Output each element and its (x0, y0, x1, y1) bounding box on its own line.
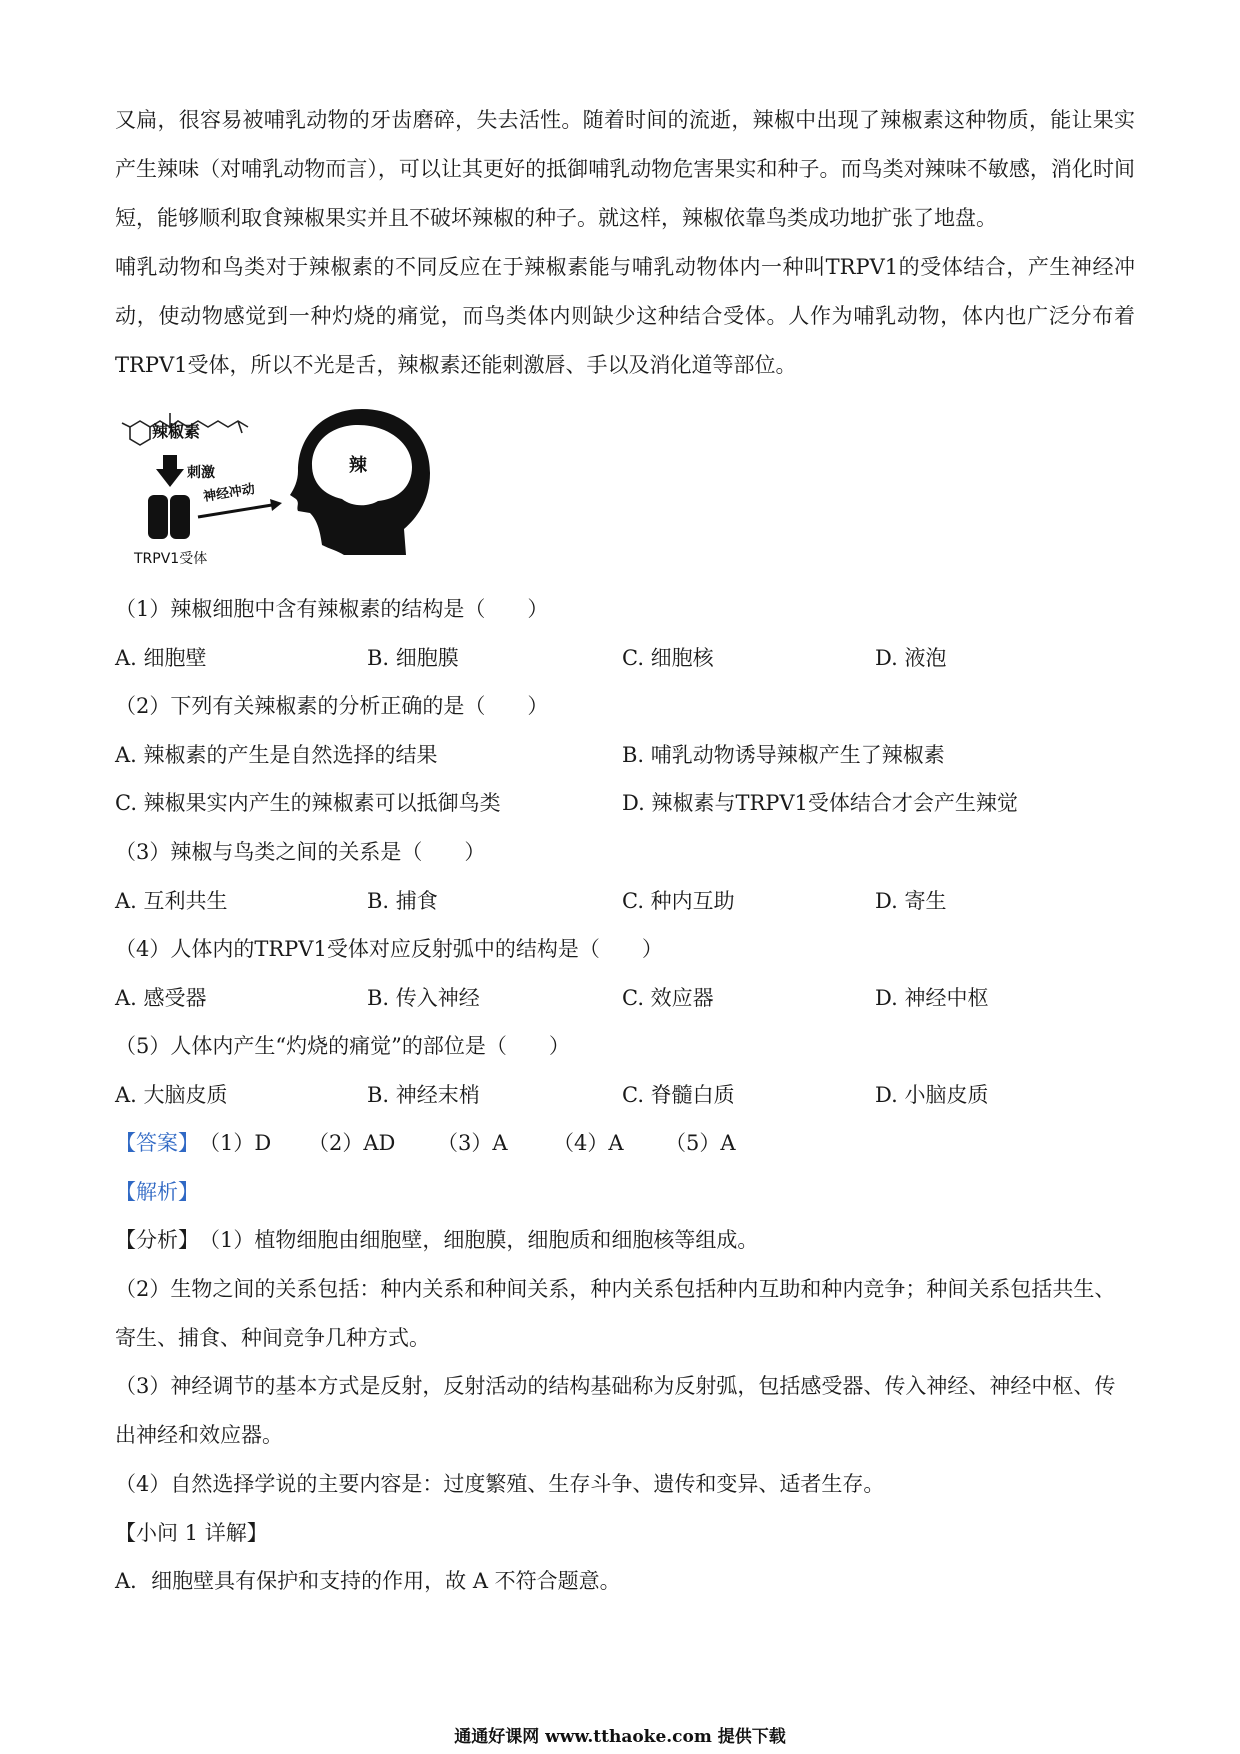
receptor-label: TRPV1受体 (134, 551, 208, 567)
option-c: C. 效应器 (622, 986, 714, 1010)
option-d: D. 小脑皮质 (875, 1083, 989, 1107)
option-c: C. 辣椒果实内产生的辣椒素可以抵御鸟类 (115, 791, 501, 815)
question-2-options-row-1 (115, 740, 1135, 770)
answer-item-1: （1）D (199, 1131, 272, 1155)
option-b: B. 哺乳动物诱导辣椒产生了辣椒素 (622, 743, 945, 767)
brain-label: 辣 (349, 455, 367, 476)
question-5-options (115, 1080, 1135, 1110)
question-1-options (115, 643, 1135, 673)
question-2-stem: （2）下列有关辣椒素的分析正确的是（ ） (115, 694, 549, 718)
answer-item-3: （3）A (437, 1131, 508, 1155)
analysis-text-1: （1）植物细胞由细胞壁，细胞膜，细胞质和细胞核等组成。 (199, 1228, 759, 1252)
analysis-point-3: （3）神经调节的基本方式是反射，反射活动的结构基础称为反射弧，包括感受器、传入神经、神经中枢、传出神经和效应器。 (115, 1374, 1116, 1447)
detail-title: 【小问 1 详解】 (115, 1521, 268, 1545)
detail-option-a: A．细胞壁具有保护和支持的作用，故 A 不符合题意。 (115, 1569, 621, 1593)
analysis-label: 【解析】 (115, 1180, 199, 1204)
compound-label: 辣椒素 (152, 422, 201, 441)
option-d: D. 辣椒素与TRPV1受体结合才会产生辣觉 (622, 791, 1018, 815)
question-4-options (115, 983, 1135, 1013)
option-b: B. 捕食 (367, 889, 438, 913)
option-c: C. 细胞核 (622, 646, 714, 670)
answer-item-4: （4）A (553, 1131, 624, 1155)
stimulus-label: 刺激 (187, 465, 215, 481)
option-a: A. 感受器 (115, 986, 207, 1010)
question-5-stem: （5）人体内产生“灼烧的痛觉”的部位是（ ） (115, 1034, 570, 1058)
option-d: D. 神经中枢 (875, 986, 989, 1010)
option-a: A. 大脑皮质 (115, 1083, 228, 1107)
answer-item-5: （5）A (665, 1131, 736, 1155)
question-1-stem: （1）辣椒细胞中含有辣椒素的结构是（ ） (115, 597, 549, 621)
analysis-point-2: （2）生物之间的关系包括：种内关系和种间关系，种内关系包括种内互助和种内竞争；种间关系包括共生、寄生、捕食、种间竞争几种方式。 (115, 1277, 1116, 1350)
capsaicin-diagram (112, 395, 432, 575)
question-3-stem: （3）辣椒与鸟类之间的关系是（ ） (115, 840, 486, 864)
answer-item-2: （2）AD (308, 1131, 396, 1155)
option-d: D. 液泡 (875, 646, 947, 670)
option-a: A. 互利共生 (115, 889, 228, 913)
option-b: B. 神经末梢 (367, 1083, 480, 1107)
option-a: A. 辣椒素的产生是自然选择的结果 (115, 743, 438, 767)
page-footer: 通通好课网 www.tthaoke.com 提供下载 (454, 1727, 786, 1747)
option-a: A. 细胞壁 (115, 646, 207, 670)
question-3-options (115, 886, 1135, 916)
question-4-stem: （4）人体内的TRPV1受体对应反射弧中的结构是（ ） (115, 937, 663, 961)
down-arrow-icon (156, 455, 184, 487)
option-d: D. 寄生 (875, 889, 947, 913)
receptor-icon (148, 495, 190, 539)
intro-paragraph-1: 又扁，很容易被哺乳动物的牙齿磨碎，失去活性。随着时间的流逝，辣椒中出现了辣椒素这种物质，能让果实产生辣味（对哺乳动物而言），可以让其更好的抵御哺乳动物危害果实和种子。而鸟类对辣味不敏感，消化时间短，能够顺利取食辣椒果实并且不破坏辣椒的种子。就这样，辣椒依靠鸟类成功地扩张了地盘。 (115, 108, 1135, 230)
capsaicin-figure (112, 395, 432, 575)
analysis-point-1 (115, 1225, 1135, 1255)
answer-row (115, 1128, 1135, 1158)
intro-paragraph-2: 哺乳动物和鸟类对于辣椒素的不同反应在于辣椒素能与哺乳动物体内一种叫TRPV1的受体结合，产生神经冲动，使动物感觉到一种灼烧的痛觉，而鸟类体内则缺少这种结合受体。人作为哺乳动物，体内也广泛分布着TRPV1受体，所以不光是舌，辣椒素还能刺激唇、手以及消化道等部位。 (115, 255, 1135, 377)
option-c: C. 种内互助 (622, 889, 735, 913)
option-b: B. 传入神经 (367, 986, 480, 1010)
option-b: B. 细胞膜 (367, 646, 459, 670)
option-c: C. 脊髓白质 (622, 1083, 735, 1107)
answer-label: 【答案】 (115, 1131, 199, 1155)
question-2-options-row-2 (115, 788, 1135, 818)
analysis-prefix: 【分析】 (115, 1228, 199, 1252)
analysis-point-4: （4）自然选择学说的主要内容是：过度繁殖、生存斗争、遗传和变异、适者生存。 (115, 1472, 885, 1496)
impulse-label: 神经冲动 (202, 481, 257, 505)
